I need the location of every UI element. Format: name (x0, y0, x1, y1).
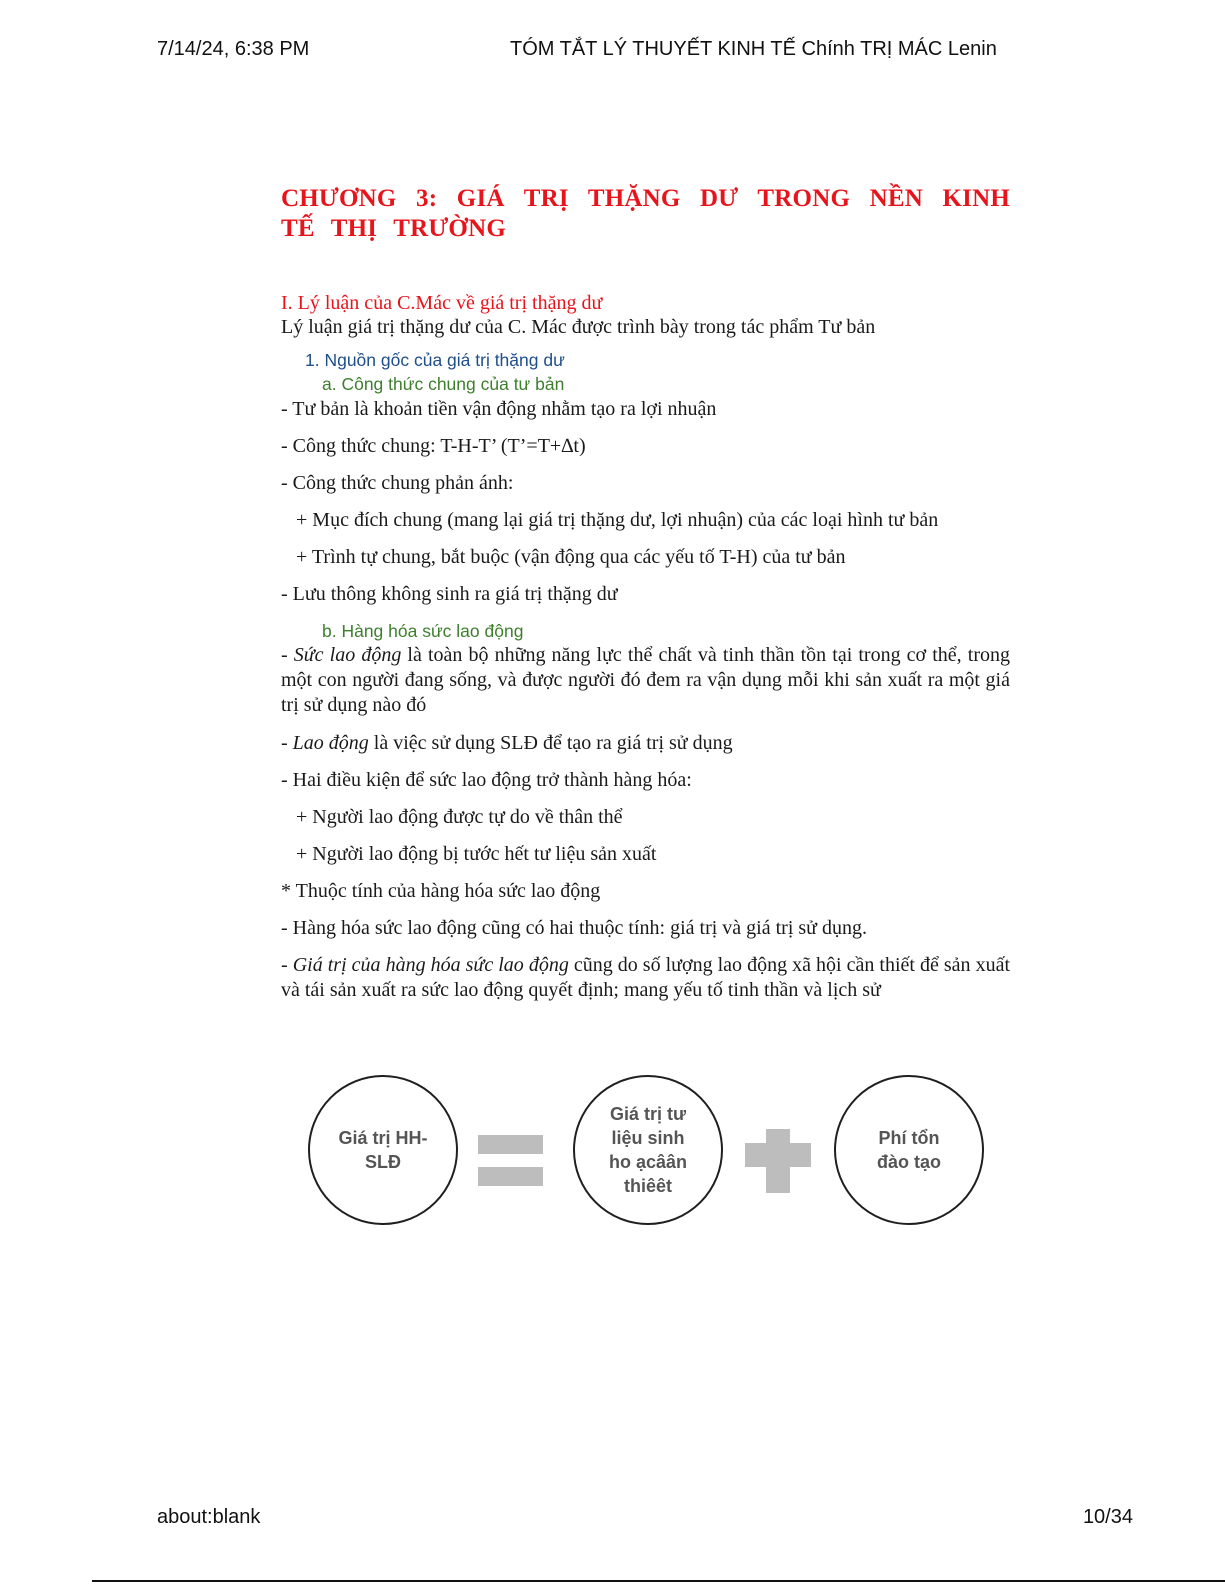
circle-line: liệu sinh (611, 1128, 685, 1148)
section-title: I. Lý luận của C.Mác về giá trị thặng dư (281, 292, 603, 314)
definition-text: là việc sử dụng SLĐ để tạo ra giá trị sử dụng (368, 732, 733, 754)
circle-line: Giá trị HH- (338, 1128, 428, 1148)
circle-line: Giá trị tư (609, 1104, 687, 1124)
list-item: + Người lao động được tự do về thân thể (296, 806, 623, 828)
equals-icon-top (478, 1135, 543, 1154)
list-item: - Tư bản là khoản tiền vận động nhằm tạo ra lợi nhuận (281, 398, 717, 420)
definition-text: cũng do số lượng lao động xã hội cần thiết để sản xuất và tái sản xuất ra sức lao động quyết định; mang yếu tố tinh thần và lịch sử (281, 954, 1010, 1001)
circle-line: đào tạo (876, 1152, 941, 1172)
prefix: - (281, 954, 293, 976)
labor-definition (281, 731, 1010, 755)
labor-power-definition (281, 643, 1010, 718)
document-title: TÓM TẮT LÝ THUYẾT KINH TẾ Chính TRỊ MÁC Lenin (510, 38, 997, 60)
plus-icon-vertical (766, 1129, 790, 1193)
list-item: + Trình tự chung, bắt buộc (vận động qua các yếu tố T-H) của tư bản (296, 546, 846, 568)
prefix: - (281, 732, 293, 754)
footer-url: about:blank (157, 1506, 261, 1528)
chapter-title: CHƯƠNG 3: GIÁ TRỊ THẶNG DƯ TRONG NỀN KINH TẾ THỊ TRƯỜNG (281, 185, 1010, 242)
list-item: - Công thức chung phản ánh: (281, 472, 514, 494)
page-divider (92, 1580, 1225, 1582)
circle-labor-power-value (308, 1075, 458, 1225)
term: Lao động (292, 732, 369, 754)
list-item: - Lưu thông không sinh ra giá trị thặng dư (281, 583, 618, 605)
equals-icon-bottom (478, 1167, 543, 1186)
section-intro: Lý luận giá trị thặng dư của C. Mác được trình bày trong tác phẩm Tư bản (281, 316, 876, 338)
term: Giá trị của hàng hóa sức lao động (292, 954, 569, 976)
heading-origin: 1. Nguồn gốc của giá trị thặng dư (305, 350, 565, 370)
circle-training-cost (834, 1075, 984, 1225)
page-content (281, 184, 1010, 1003)
circle-line: Phí tổn (878, 1128, 940, 1148)
circle-subsistence-value (573, 1075, 723, 1225)
print-date: 7/14/24, 6:38 PM (157, 38, 310, 60)
heading-general-formula: a. Công thức chung của tư bản (322, 374, 565, 394)
page-number: 10/34 (1082, 1506, 1133, 1528)
prefix: - (281, 644, 294, 666)
value-definition (281, 953, 1010, 1003)
list-item: - Hai điều kiện để sức lao động trở thành hàng hóa: (281, 769, 692, 791)
list-item: + Mục đích chung (mang lại giá trị thặng dư, lợi nhuận) của các loại hình tư bản (296, 509, 939, 531)
attributes-title: * Thuộc tính của hàng hóa sức lao động (281, 880, 601, 902)
circle-line: thiêêt (623, 1176, 672, 1196)
definition-text: là toàn bộ những năng lực thể chất và tinh thần tồn tại trong cơ thể, trong một con người đang sống, và được người đó đem ra vận dụng mỗi khi sản xuất ra một giá trị sử dụng nào đó (281, 644, 1010, 716)
list-item: + Người lao động bị tước hết tư liệu sản xuất (296, 843, 657, 865)
list-item: - Công thức chung: T-H-T’ (T’=T+∆t) (281, 435, 586, 457)
circle-line: SLĐ (364, 1152, 401, 1172)
term: Sức lao động (293, 644, 402, 666)
circle-line: ho ạcâân (608, 1152, 688, 1172)
heading-labor-power: b. Hàng hóa sức lao động (322, 621, 524, 641)
list-item: - Hàng hóa sức lao động cũng có hai thuộc tính: giá trị và giá trị sử dụng. (281, 917, 867, 939)
value-formula-diagram (305, 1073, 995, 1233)
